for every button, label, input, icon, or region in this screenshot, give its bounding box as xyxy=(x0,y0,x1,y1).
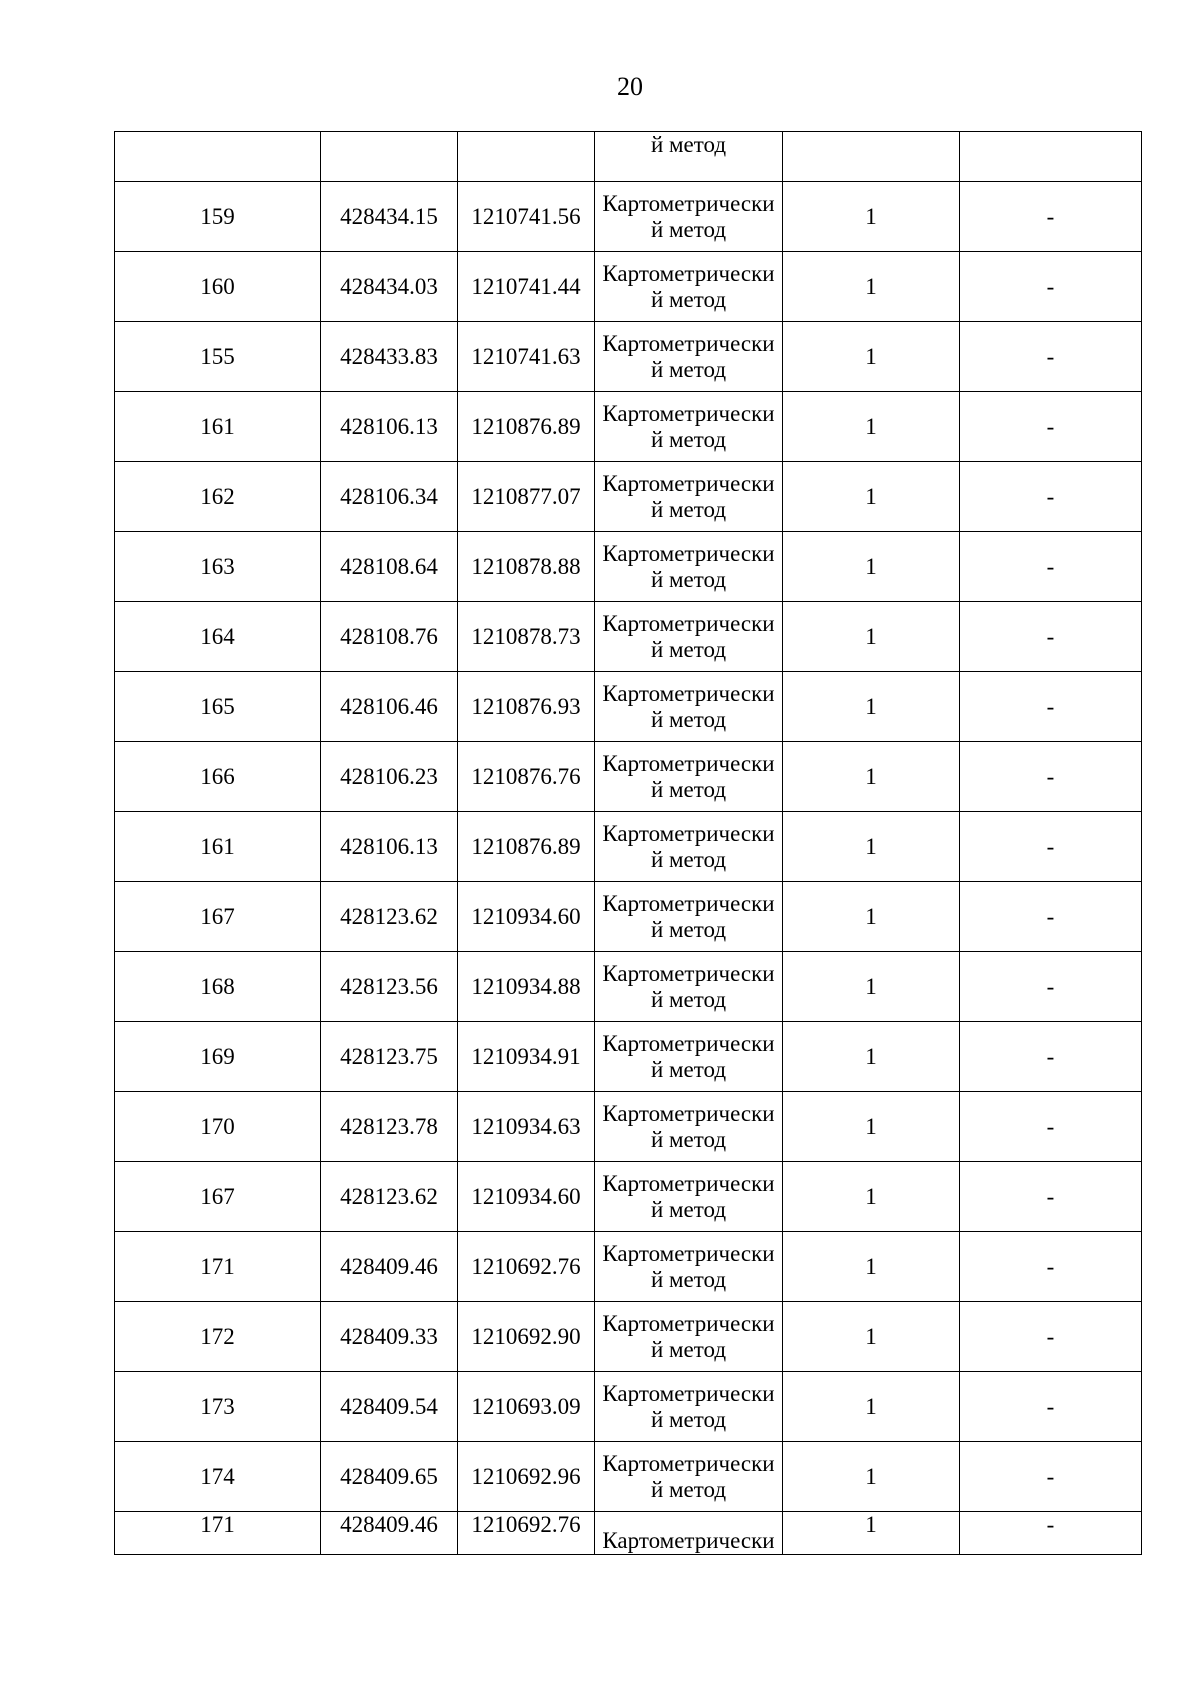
method-line-2: й метод xyxy=(650,986,727,1012)
method-line-2: й метод xyxy=(650,426,727,452)
table-row xyxy=(115,952,1142,1022)
table-row xyxy=(115,602,1142,672)
cell-note: - xyxy=(960,1092,1142,1162)
cell-y xyxy=(458,132,595,182)
cell-point-number: 161 xyxy=(115,392,321,462)
cell-method xyxy=(595,1092,783,1162)
cell-note: - xyxy=(960,1302,1142,1372)
cell-method xyxy=(595,462,783,532)
cell-y: 1210876.93 xyxy=(458,672,595,742)
method-line-1: Картометрически xyxy=(602,1100,775,1126)
table-row xyxy=(115,1092,1142,1162)
cell-method xyxy=(595,1162,783,1232)
table-row xyxy=(115,812,1142,882)
table-row-last xyxy=(115,1512,1142,1555)
cell-point-number: 155 xyxy=(115,322,321,392)
cell-method xyxy=(595,882,783,952)
cell-point-number: 168 xyxy=(115,952,321,1022)
table-row xyxy=(115,1372,1142,1442)
method-line-1: Картометрически xyxy=(602,680,775,706)
cell-y: 1210692.90 xyxy=(458,1302,595,1372)
cell-accuracy: 1 xyxy=(783,532,960,602)
cell-note: - xyxy=(960,602,1142,672)
method-line-2: й метод xyxy=(650,286,727,312)
method-line-2: й метод xyxy=(650,1056,727,1082)
method-line-1: Картометрически xyxy=(602,1240,775,1266)
cell-point-number: 160 xyxy=(115,252,321,322)
table-row xyxy=(115,532,1142,602)
cell-point-number: 161 xyxy=(115,812,321,882)
method-line-2: й метод xyxy=(650,706,727,732)
cell-x: 428123.62 xyxy=(321,1162,458,1232)
cell-method xyxy=(595,672,783,742)
cell-note: - xyxy=(960,1372,1142,1442)
cell-accuracy: 1 xyxy=(783,322,960,392)
cell-y: 1210741.56 xyxy=(458,182,595,252)
cell-accuracy: 1 xyxy=(783,742,960,812)
cell-note: - xyxy=(960,1022,1142,1092)
cell-y: 1210934.60 xyxy=(458,1162,595,1232)
cell-note: - xyxy=(960,1162,1142,1232)
cell-point-number: 159 xyxy=(115,182,321,252)
table-row xyxy=(115,392,1142,462)
cell-y: 1210741.63 xyxy=(458,322,595,392)
cell-note: - xyxy=(960,1512,1142,1555)
cell-accuracy: 1 xyxy=(783,602,960,672)
cell-point-number: 171 xyxy=(115,1512,321,1555)
cell-x: 428434.03 xyxy=(321,252,458,322)
cell-method xyxy=(595,602,783,672)
method-line-2: й метод xyxy=(650,1406,727,1432)
cell-x: 428123.75 xyxy=(321,1022,458,1092)
method-line-2: й метод xyxy=(650,636,727,662)
method-line-1: Картометрически xyxy=(602,1380,775,1406)
cell-method xyxy=(595,532,783,602)
table-row xyxy=(115,1162,1142,1232)
table-row xyxy=(115,882,1142,952)
table-row xyxy=(115,1232,1142,1302)
page-number: 20 xyxy=(617,72,643,101)
method-line-1: Картометрически xyxy=(602,260,775,286)
cell-note: - xyxy=(960,882,1142,952)
cell-x: 428409.46 xyxy=(321,1512,458,1555)
cell-point-number: 170 xyxy=(115,1092,321,1162)
cell-y: 1210878.73 xyxy=(458,602,595,672)
table-row xyxy=(115,742,1142,812)
method-line-1: Картометрически xyxy=(602,750,775,776)
method-line-1: Картометрически xyxy=(602,1170,775,1196)
cell-point-number: 164 xyxy=(115,602,321,672)
cell-point-number: 169 xyxy=(115,1022,321,1092)
cell-method xyxy=(595,392,783,462)
cell-y: 1210692.76 xyxy=(458,1512,595,1555)
cell-method: й метод xyxy=(595,132,783,182)
cell-x: 428409.54 xyxy=(321,1372,458,1442)
table-row xyxy=(115,1302,1142,1372)
cell-accuracy: 1 xyxy=(783,392,960,462)
cell-accuracy: 1 xyxy=(783,252,960,322)
method-line-1: Картометрически xyxy=(602,1030,775,1056)
cell-accuracy: 1 xyxy=(783,462,960,532)
table-row xyxy=(115,462,1142,532)
method-line-2: й метод xyxy=(650,1476,727,1502)
cell-x: 428409.65 xyxy=(321,1442,458,1512)
cell-y: 1210692.96 xyxy=(458,1442,595,1512)
cell-accuracy: 1 xyxy=(783,672,960,742)
method-line-2: й метод xyxy=(650,216,727,242)
cell-note: - xyxy=(960,322,1142,392)
method-line-1: Картометрически xyxy=(602,470,775,496)
cell-point-number xyxy=(115,132,321,182)
cell-note xyxy=(960,132,1142,182)
cell-y: 1210876.76 xyxy=(458,742,595,812)
table-row xyxy=(115,672,1142,742)
table-row xyxy=(115,1442,1142,1512)
cell-note: - xyxy=(960,742,1142,812)
cell-method xyxy=(595,1232,783,1302)
cell-note: - xyxy=(960,462,1142,532)
cell-method xyxy=(595,182,783,252)
coordinates-table xyxy=(114,131,1142,1555)
cell-point-number: 162 xyxy=(115,462,321,532)
cell-method xyxy=(595,952,783,1022)
method-line-1: Картометрически xyxy=(602,190,775,216)
cell-point-number: 167 xyxy=(115,1162,321,1232)
cell-method xyxy=(595,812,783,882)
cell-accuracy: 1 xyxy=(783,1372,960,1442)
cell-method xyxy=(595,1022,783,1092)
cell-accuracy xyxy=(783,132,960,182)
cell-note: - xyxy=(960,672,1142,742)
cell-accuracy: 1 xyxy=(783,182,960,252)
cell-x: 428106.13 xyxy=(321,392,458,462)
cell-point-number: 173 xyxy=(115,1372,321,1442)
cell-point-number: 167 xyxy=(115,882,321,952)
cell-x: 428106.34 xyxy=(321,462,458,532)
cell-method xyxy=(595,1302,783,1372)
method-line-2: й метод xyxy=(650,1196,727,1222)
cell-point-number: 172 xyxy=(115,1302,321,1372)
cell-note: - xyxy=(960,812,1142,882)
cell-point-number: 163 xyxy=(115,532,321,602)
cell-x: 428433.83 xyxy=(321,322,458,392)
table-row xyxy=(115,322,1142,392)
cell-x: 428106.13 xyxy=(321,812,458,882)
cell-x: 428123.56 xyxy=(321,952,458,1022)
method-line-2: й метод xyxy=(650,496,727,522)
cell-x: 428108.76 xyxy=(321,602,458,672)
cell-y: 1210934.60 xyxy=(458,882,595,952)
method-line-2: й метод xyxy=(650,776,727,802)
cell-accuracy: 1 xyxy=(783,1442,960,1512)
cell-note: - xyxy=(960,1232,1142,1302)
cell-accuracy: 1 xyxy=(783,1302,960,1372)
method-line-1: Картометрически xyxy=(602,820,775,846)
method-line-1: Картометрически xyxy=(602,1310,775,1336)
cell-x: 428123.62 xyxy=(321,882,458,952)
method-line-1: Картометрически xyxy=(602,960,775,986)
cell-accuracy: 1 xyxy=(783,952,960,1022)
cell-y: 1210877.07 xyxy=(458,462,595,532)
cell-accuracy: 1 xyxy=(783,882,960,952)
cell-y: 1210934.63 xyxy=(458,1092,595,1162)
cell-y: 1210876.89 xyxy=(458,812,595,882)
cell-note: - xyxy=(960,182,1142,252)
cell-y: 1210878.88 xyxy=(458,532,595,602)
method-line-1: Картометрически xyxy=(602,330,775,356)
cell-method xyxy=(595,322,783,392)
cell-method: Картометрически xyxy=(595,1512,783,1555)
cell-accuracy: 1 xyxy=(783,1022,960,1092)
cell-point-number: 171 xyxy=(115,1232,321,1302)
cell-x: 428409.46 xyxy=(321,1232,458,1302)
cell-note: - xyxy=(960,952,1142,1022)
cell-x: 428409.33 xyxy=(321,1302,458,1372)
cell-y: 1210741.44 xyxy=(458,252,595,322)
cell-accuracy: 1 xyxy=(783,1092,960,1162)
method-line-2: й метод xyxy=(650,846,727,872)
method-line-2: й метод xyxy=(650,1336,727,1362)
cell-y: 1210934.88 xyxy=(458,952,595,1022)
cell-accuracy: 1 xyxy=(783,1232,960,1302)
cell-accuracy: 1 xyxy=(783,1512,960,1555)
cell-y: 1210692.76 xyxy=(458,1232,595,1302)
cell-method xyxy=(595,1442,783,1512)
table-row xyxy=(115,1022,1142,1092)
method-line-1: Картометрически xyxy=(602,1450,775,1476)
cell-note: - xyxy=(960,532,1142,602)
cell-x: 428434.15 xyxy=(321,182,458,252)
cell-note: - xyxy=(960,392,1142,462)
method-line-2: й метод xyxy=(650,1266,727,1292)
cell-accuracy: 1 xyxy=(783,1162,960,1232)
cell-note: - xyxy=(960,252,1142,322)
cell-x: 428108.64 xyxy=(321,532,458,602)
cell-x: 428106.23 xyxy=(321,742,458,812)
cell-x: 428106.46 xyxy=(321,672,458,742)
method-line-1: Картометрически xyxy=(602,400,775,426)
cell-point-number: 165 xyxy=(115,672,321,742)
table-row-continuation xyxy=(115,132,1142,182)
method-line-2: й метод xyxy=(650,1126,727,1152)
cell-accuracy: 1 xyxy=(783,812,960,882)
method-line-2: й метод xyxy=(650,356,727,382)
method-line-2: й метод xyxy=(650,566,727,592)
method-line-1: Картометрически xyxy=(602,610,775,636)
table-row xyxy=(115,252,1142,322)
cell-y: 1210934.91 xyxy=(458,1022,595,1092)
table-row xyxy=(115,182,1142,252)
cell-x: 428123.78 xyxy=(321,1092,458,1162)
method-line-1: Картометрически xyxy=(602,890,775,916)
cell-y: 1210876.89 xyxy=(458,392,595,462)
cell-method xyxy=(595,1372,783,1442)
cell-method xyxy=(595,252,783,322)
method-line-2: й метод xyxy=(650,916,727,942)
cell-note: - xyxy=(960,1442,1142,1512)
method-line-1: Картометрически xyxy=(602,540,775,566)
cell-y: 1210693.09 xyxy=(458,1372,595,1442)
cell-method xyxy=(595,742,783,812)
cell-point-number: 174 xyxy=(115,1442,321,1512)
cell-point-number: 166 xyxy=(115,742,321,812)
cell-x xyxy=(321,132,458,182)
